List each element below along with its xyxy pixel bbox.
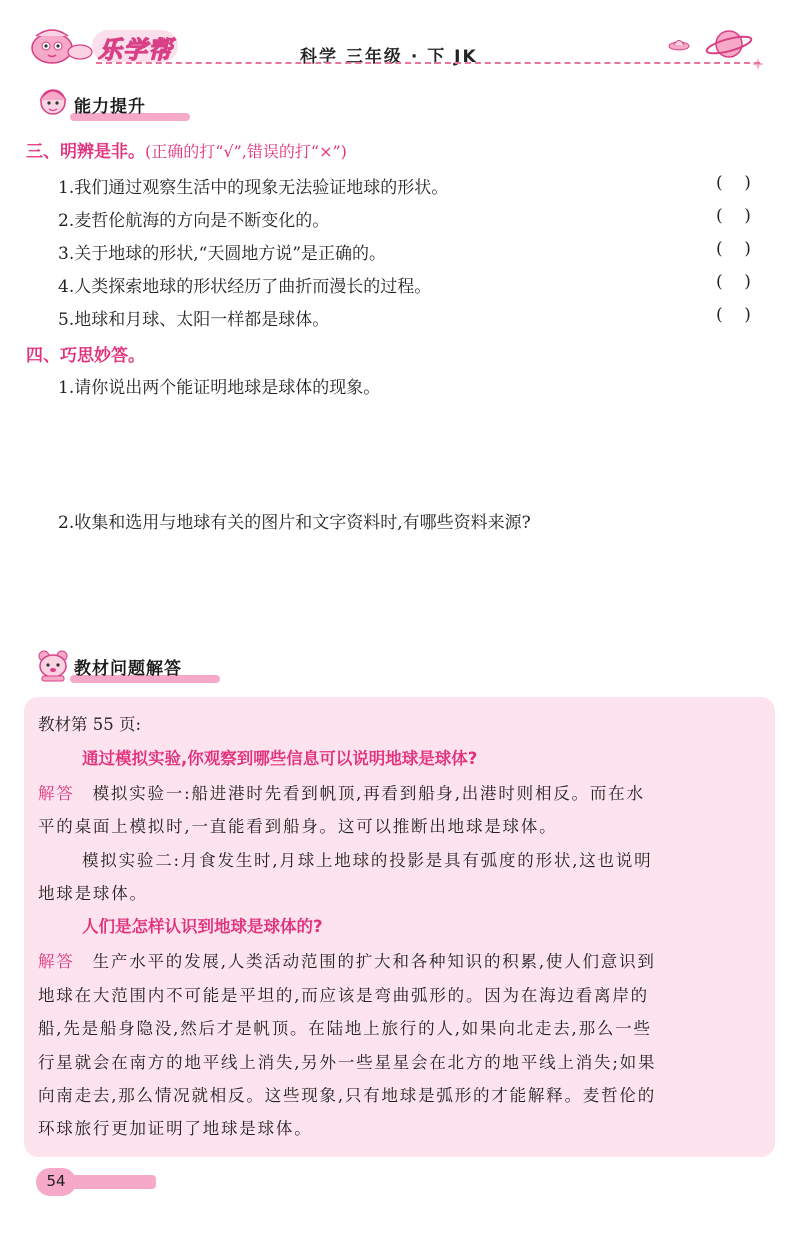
answer-2-line-2: 地球在大范围内不可能是平坦的,而应该是弯曲弧形的。因为在海边看离岸的 [38, 986, 649, 1005]
answer-2-line-6: 环球旅行更加证明了地球是球体。 [38, 1119, 313, 1138]
header-divider [96, 62, 760, 64]
textbook-page-ref: 教材第 55 页: [38, 715, 142, 734]
footer-bar [74, 1175, 156, 1189]
answer-2-line-4: 行星就会在南方的地平线上消失,另外一些星星会在北方的地平线上消失;如果 [38, 1053, 657, 1072]
part3-note: (正确的打“√”,错误的打“×”) [145, 142, 347, 161]
page-header [0, 0, 800, 70]
textbook-question-1: 通过模拟实验,你观察到哪些信息可以说明地球是球体? [82, 749, 478, 768]
answer-1-line-4: 地球是球体。 [38, 884, 148, 903]
page-number: 54 [46, 1172, 66, 1190]
answer-blank-1[interactable]: ( ) [716, 173, 751, 193]
answer-1-line-1: 解答 模拟实验一:船进港时先看到帆顶,再看到船身,出港时则相反。而在水 [38, 784, 645, 803]
section-badge-ability [36, 84, 196, 124]
judge-item-2: 2.麦哲伦航海的方向是不断变化的。 [58, 211, 330, 231]
textbook-answer-box [24, 697, 775, 1157]
bear-mascot-icon [36, 646, 70, 682]
answer-blank-3[interactable]: ( ) [716, 239, 751, 259]
ufo-icon [668, 36, 690, 52]
answer-tag: 解答 [38, 952, 75, 971]
badge-label: 能力提升 [74, 97, 146, 117]
brand-name: 乐学帮 [98, 36, 173, 64]
answer-blank-5[interactable]: ( ) [716, 305, 751, 325]
judge-item-4: 4.人类探索地球的形状经历了曲折而漫长的过程。 [58, 277, 432, 297]
answer-blank-4[interactable]: ( ) [716, 272, 751, 292]
short-answer-question-1: 1.请你说出两个能证明地球是球体的现象。 [58, 378, 381, 398]
mascot-logo-icon [28, 22, 98, 66]
judge-item-1: 1.我们通过观察生活中的现象无法验证地球的形状。 [58, 178, 449, 198]
textbook-question-2: 人们是怎样认识到地球是球体的? [82, 917, 323, 936]
star-icon [752, 58, 764, 70]
answer-2-line-5: 向南走去,那么情况就相反。这些现象,只有地球是弧形的才能解释。麦哲伦的 [38, 1086, 656, 1105]
answer-1-line-3: 模拟实验二:月食发生时,月球上地球的投影是具有弧度的形状,这也说明 [82, 851, 653, 870]
short-answer-question-2: 2.收集和选用与地球有关的图片和文字资料时,有哪些资料来源? [58, 513, 531, 533]
part3-heading [26, 137, 347, 162]
book-title: 科学 三年级 · 下 JK [300, 47, 478, 67]
judge-item-3: 3.关于地球的形状,“天圆地方说”是正确的。 [58, 244, 387, 264]
answer-2-line-3: 船,先是船身隐没,然后才是帆顶。在陆地上旅行的人,如果向北走去,那么一些 [38, 1019, 652, 1038]
answer-blank-2[interactable]: ( ) [716, 206, 751, 226]
answer-1-line-2: 平的桌面上模拟时,一直能看到船身。这可以推断出地球是球体。 [38, 817, 558, 836]
answer-2-line-1: 解答 生产水平的发展,人类活动范围的扩大和各种知识的积累,使人们意识到 [38, 952, 656, 971]
section-badge-textbook [36, 646, 226, 686]
part4-heading: 四、巧思妙答。 [26, 346, 145, 366]
judge-item-5: 5.地球和月球、太阳一样都是球体。 [58, 310, 330, 330]
part3-title: 三、明辨是非。 [26, 142, 145, 162]
answer-tag: 解答 [38, 784, 75, 803]
planet-icon [704, 24, 754, 64]
badge-label: 教材问题解答 [74, 659, 182, 679]
girl-mascot-icon [36, 84, 70, 120]
